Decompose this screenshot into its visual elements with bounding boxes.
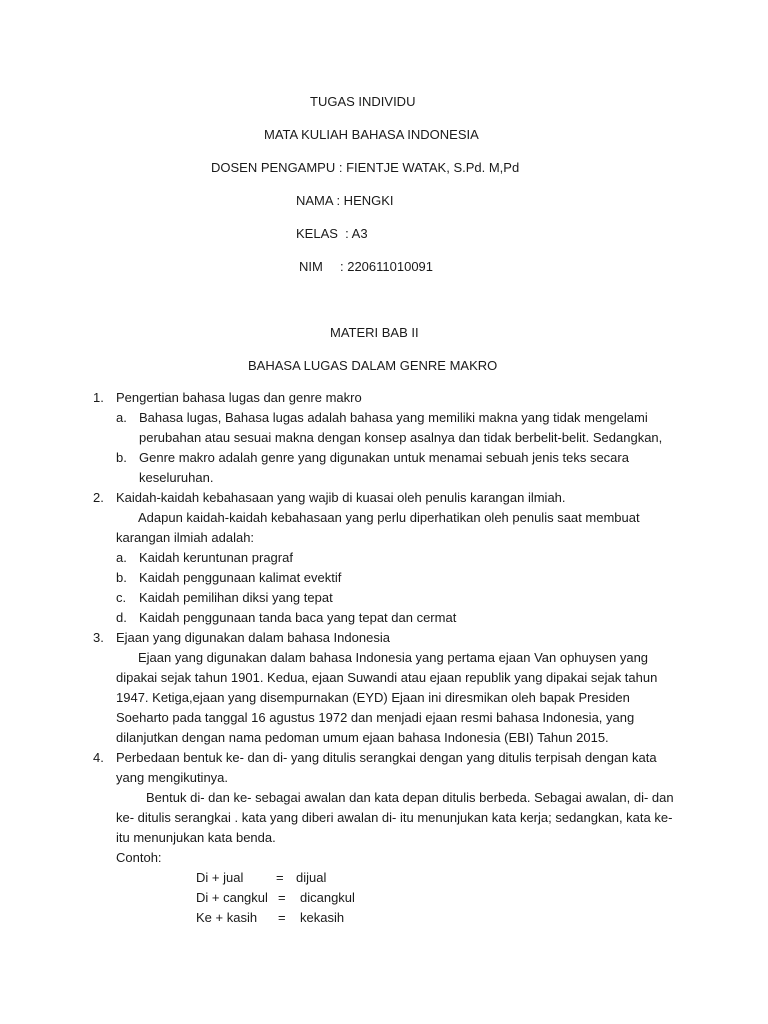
item-text: Kaidah pemilihan diksi yang tepat [139, 590, 333, 605]
example-equals: = [278, 910, 286, 925]
item-text: Kaidah penggunaan tanda baca yang tepat dan cermat [139, 610, 457, 625]
chapter-subtitle: BAHASA LUGAS DALAM GENRE MAKRO [248, 358, 498, 373]
example-label: Contoh: [116, 850, 162, 865]
section-title: Ejaan yang digunakan dalam bahasa Indonesia [116, 630, 390, 645]
example-equals: = [276, 870, 284, 885]
course-name: MATA KULIAH BAHASA INDONESIA [264, 127, 479, 142]
section-title: Kaidah-kaidah kebahasaan yang wajib di kuasai oleh penulis karangan ilmiah. [116, 490, 566, 505]
item-text: Genre makro adalah genre yang digunakan untuk menamai sebuah jenis teks secara keseluruhan. [139, 450, 629, 485]
example-right: dicangkul [300, 890, 355, 905]
item-label: b. [116, 570, 127, 585]
student-name: NAMA : HENGKI [296, 193, 394, 208]
example-right: dijual [296, 870, 327, 885]
lecturer-line: DOSEN PENGAMPU : FIENTJE WATAK, S.Pd. M,Pd [211, 160, 520, 175]
section-number: 2. [93, 490, 104, 505]
item-label: a. [116, 550, 127, 565]
section-paragraph: Bentuk di- dan ke- sebagai awalan dan kata depan ditulis berbeda. Sebagai awalan, di- dan ke- ditulis serangkai . kata yang diberi awalan di- itu menunjukan kata kerja; sedangkan, kata ke- itu menunjukan kata benda. [116, 790, 674, 845]
section-number: 4. [93, 750, 104, 765]
example-right: kekasih [300, 910, 345, 925]
item-text: Kaidah penggunaan kalimat evektif [139, 570, 342, 585]
section-number: 1. [93, 390, 104, 405]
example-left: Di + cangkul [196, 890, 268, 905]
item-label: d. [116, 610, 127, 625]
item-label: a. [116, 410, 127, 425]
example-equals: = [278, 890, 286, 905]
item-label: b. [116, 450, 127, 465]
section-title: Pengertian bahasa lugas dan genre makro [116, 390, 362, 405]
section-title: Perbedaan bentuk ke- dan di- yang ditulis serangkai dengan yang ditulis terpisah dengan kata yang mengikutinya. [116, 750, 657, 785]
item-label: c. [116, 590, 127, 605]
example-left: Di + jual [196, 870, 244, 885]
section-paragraph: Ejaan yang digunakan dalam bahasa Indonesia yang pertama ejaan Van ophuysen yang dipakai sejak tahun 1901. Kedua, ejaan Suwandi atau ejaan republik yang dipakai sejak tahun 1947. Ketiga,ejaan yang disempurnakan (EYD) Ejaan ini diresmikan oleh bapak Presiden Soeharto pada tanggal 16 agustus 1972 dan menjadi ejaan resmi bahasa Indonesia, yang dilanjutkan dengan nama pedoman umum ejaan bahasa Indonesia (EBI) Tahun 2015. [116, 650, 658, 745]
student-class: KELAS : A3 [296, 226, 368, 241]
document-title: TUGAS INDIVIDU [310, 94, 416, 109]
item-text: Bahasa lugas, Bahasa lugas adalah bahasa yang memiliki makna yang tidak mengelami perubahan atau sesuai makna dengan konsep asalnya dan tidak berbelit-belit. Sedangkan, [139, 410, 663, 445]
item-text: Kaidah keruntunan pragraf [139, 550, 293, 565]
section-paragraph: Adapun kaidah-kaidah kebahasaan yang perlu diperhatikan oleh penulis saat membuat karangan ilmiah adalah: [116, 510, 640, 545]
example-left: Ke + kasih [196, 910, 258, 925]
nim-value: : 220611010091 [340, 259, 434, 274]
chapter-title: MATERI BAB II [330, 325, 419, 340]
section-number: 3. [93, 630, 104, 645]
nim-label: NIM [299, 259, 323, 274]
